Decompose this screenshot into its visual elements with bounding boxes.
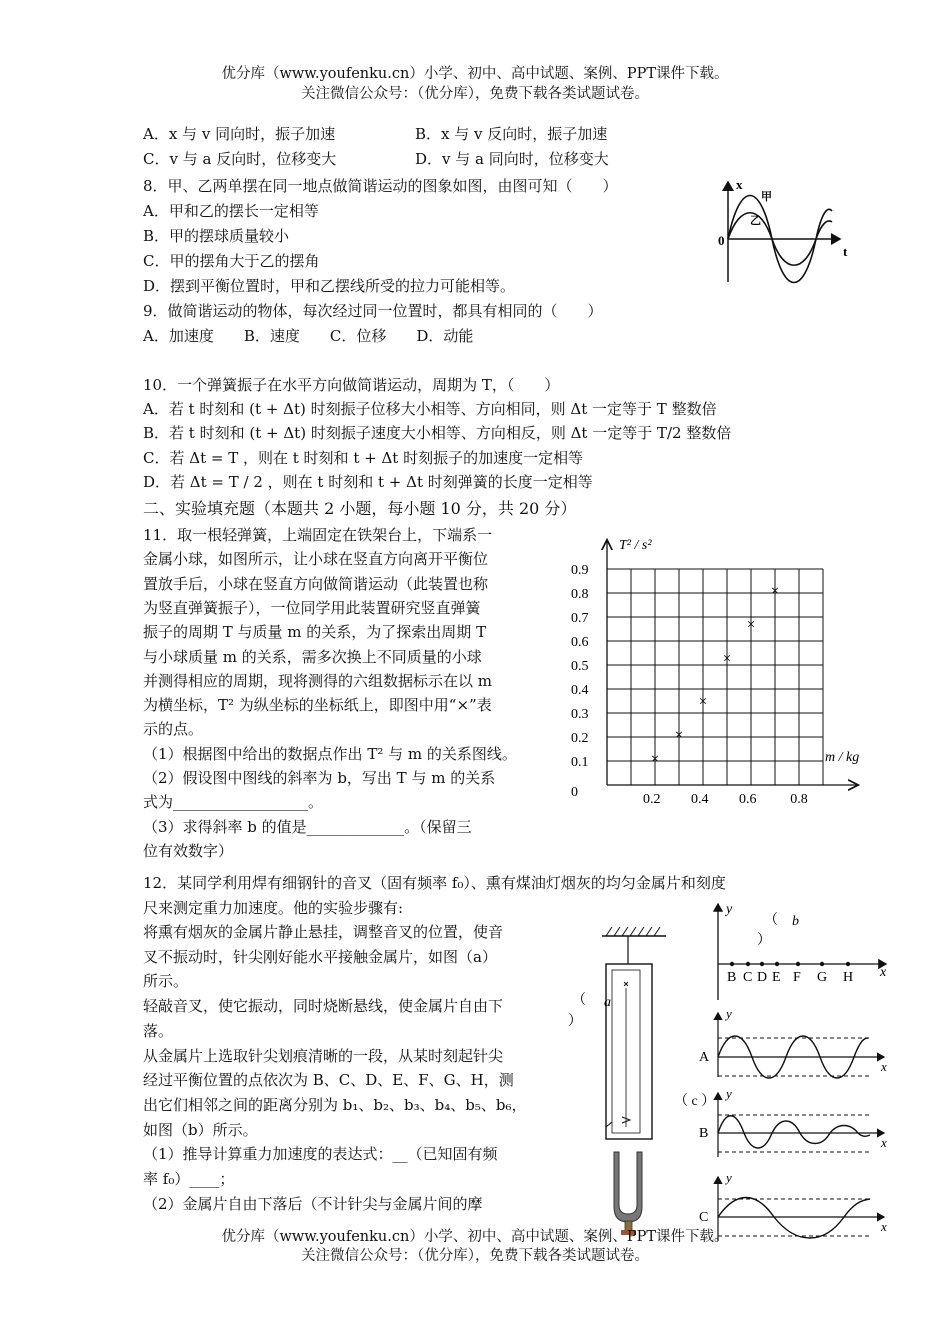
q12-step-line: 落。 xyxy=(143,1021,174,1040)
q12-step-line: 经过平衡位置的点依次为 B、C、D、E、F、G、H，测 xyxy=(143,1071,514,1090)
q11-line: （3）求得斜率 b 的值是_____________。（保留三 xyxy=(143,817,472,836)
svg-text:y: y xyxy=(726,1006,732,1021)
data-point-2: × xyxy=(674,727,684,744)
y-tick-label: 0.6 xyxy=(571,635,589,650)
q12-step-line: 率 f₀）____； xyxy=(143,1170,235,1188)
data-point-4: × xyxy=(722,650,732,667)
trace-point-D xyxy=(760,962,764,966)
q11-line: 振子的周期 T 与质量 m 的关系，为了探索出周期 T xyxy=(143,623,487,642)
fig-c-waveforms xyxy=(672,1005,902,1245)
fig-b-label: b xyxy=(792,914,799,929)
q11-line: （1）根据图中给出的数据点作出 T² 与 m 的关系图线。 xyxy=(143,744,517,763)
svg-text:B: B xyxy=(699,1126,709,1141)
q7-option-a: A．x 与 v 同向时，振子加速 xyxy=(143,125,336,143)
q10-stem: 10．一个弹簧振子在水平方向做简谐运动，周期为 T，（ ） xyxy=(143,376,560,394)
trace-point-label: F xyxy=(793,970,801,985)
tuning-fork xyxy=(614,1152,642,1222)
waveform-b xyxy=(699,1086,887,1157)
fig-a-paren-open: （ xyxy=(572,993,586,1008)
x-tick-label: 0.2 xyxy=(643,792,661,807)
q11-line: 与小球质量 m 的关系，需多次换上不同质量的小球 xyxy=(143,647,482,666)
q9-stem: 9．做简谐运动的物体，每次经过同一位置时，都具有相同的（ ） xyxy=(143,302,603,320)
q8-option-a: A．甲和乙的摆长一定相等 xyxy=(143,202,319,220)
q12-step-line: 叉不振动时，针尖刚好能水平接触金属片，如图（a） xyxy=(143,947,497,966)
q12-step-line: （1）推导计算重力加速度的表达式：__（已知固有频 xyxy=(143,1145,498,1164)
y-axis-label: T² / s² xyxy=(619,538,652,553)
q12-step-line: 将熏有烟灰的金属片静止悬挂，调整音叉的位置，使音 xyxy=(143,923,504,941)
y-tick-label: 0.2 xyxy=(571,731,589,746)
svg-text:A: A xyxy=(699,1050,710,1065)
q11-line: 金属小球，如图所示，让小球在竖直方向离开平衡位 xyxy=(143,550,489,569)
x-axis-label: m / kg xyxy=(825,750,860,765)
graph-origin: 0 xyxy=(718,233,725,248)
fig-b-y: y xyxy=(726,902,733,917)
fig-b-x: x xyxy=(880,965,887,980)
data-point-5: × xyxy=(746,617,756,634)
section-2-title: 二、实验填充题（本题共 2 小题，每小题 10 分，共 20 分） xyxy=(143,499,577,518)
trace-point-label: B xyxy=(727,970,737,985)
y-tick-label: 0.8 xyxy=(571,587,589,602)
q12-step-line: 如图（b）所示。 xyxy=(143,1120,258,1139)
fig-a-label: a xyxy=(604,995,611,1010)
trace-point-label: G xyxy=(817,970,828,985)
x-tick-label: 0.6 xyxy=(739,792,757,807)
fig-c-label: （ c ） xyxy=(674,1094,716,1109)
q9-options: A．加速度 B．速度 C．位移 D．动能 xyxy=(143,327,474,345)
q10-option-c: C．若 Δt = T ，则在 t 时刻和 t + Δt 时刻振子的加速度一定相等 xyxy=(143,449,584,467)
q7-option-c: C．v 与 a 反向时，位移变大 xyxy=(143,150,337,168)
svg-text:C: C xyxy=(699,1210,709,1225)
q7-option-b: B．x 与 v 反向时，振子加速 xyxy=(415,125,608,143)
q12-line-2: 尺来测定重力加速度。他的实验步骤有: xyxy=(143,899,404,917)
graph-x-label: t xyxy=(843,244,848,259)
graph-y-label: x xyxy=(736,177,743,192)
y-tick-label: 0.4 xyxy=(571,683,589,698)
trace-point-C xyxy=(746,962,750,966)
q11-line: 置放手后，小球在竖直方向做简谐运动（此装置也称 xyxy=(143,574,489,593)
q12-step-line: 从金属片上选取针尖划痕清晰的一段，从某时刻起针尖 xyxy=(143,1046,504,1065)
x-tick-label: 0.4 xyxy=(691,792,709,807)
trace-point-label: H xyxy=(843,970,854,985)
svg-text:x: x xyxy=(881,1135,887,1150)
q11-line: 为横坐标，T² 为纵坐标的坐标纸上，即图中用“×”表 xyxy=(143,696,492,715)
svg-text:x: x xyxy=(881,1059,887,1074)
fig-b-trace-points xyxy=(690,900,900,1000)
q8-option-c: C．甲的摆角大于乙的摆角 xyxy=(143,252,320,270)
q11-t2-m-chart xyxy=(565,525,910,845)
trace-point-label: C xyxy=(743,970,753,985)
q10-option-b: B．若 t 时刻和 (t + Δt) 时刻振子速度大小相等、方向相反，则 Δt 一定等于 T/2 整数倍 xyxy=(143,424,732,442)
q10-option-a: A．若 t 时刻和 (t + Δt) 时刻振子位移大小相等、方向相同，则 Δt 一定等于 T 整数倍 xyxy=(143,400,717,418)
q11-line: 示的点。 xyxy=(143,720,204,739)
label-jia: 甲 xyxy=(761,191,772,203)
q11-line: 位有效数字） xyxy=(143,841,234,860)
q12-step-line: 轻敲音叉，使它振动，同时烧断悬线，使金属片自由下 xyxy=(143,997,504,1016)
waveform-a xyxy=(699,1006,887,1078)
trace-point-F xyxy=(796,962,800,966)
fig-b-paren-open: （ xyxy=(764,913,778,928)
q11-line: 式为__________________。 xyxy=(143,793,324,812)
q12-step-line: （2）金属片自由下落后（不计针尖与金属片间的摩 xyxy=(143,1194,483,1213)
svg-text:y: y xyxy=(726,1170,732,1185)
trace-point-label: E xyxy=(772,970,781,985)
q10-option-d: D．若 Δt = T / 2 ，则在 t 时刻和 t + Δt 时刻弹簧的长度一定相等 xyxy=(143,473,593,491)
q12-step-line: 所示。 xyxy=(143,972,189,991)
q11-line: 为竖直弹簧振子），一位同学用此装置研究竖直弹簧 xyxy=(143,598,481,617)
header-line-1: 优分库（www.youfenku.cn）小学、初中、高中试题、案例、PPT课件下载。 xyxy=(221,66,729,82)
trace-point-H xyxy=(846,962,850,966)
y-tick-label: 0.5 xyxy=(571,659,589,674)
trace-point-B xyxy=(730,962,734,966)
trace-point-E xyxy=(775,962,779,966)
q8-option-d: D．摆到平衡位置时，甲和乙摆线所受的拉力可能相等。 xyxy=(143,277,516,295)
y-tick-label: 0.7 xyxy=(571,611,589,626)
q12-line-1: 12．某同学利用焊有细钢针的音叉（固有频率 f₀）、熏有煤油灯烟灰的均匀金属片和刻度 xyxy=(143,874,726,892)
y-tick-label: 0.1 xyxy=(571,755,589,770)
data-point-1: × xyxy=(650,751,660,768)
y-tick-label: 0 xyxy=(571,785,578,800)
q11-line: 并测得相应的周期，现将测得的六组数据标示在以 m xyxy=(143,671,492,690)
q11-line: （2）假设图中图线的斜率为 b，写出 T 与 m 的关系 xyxy=(143,769,496,787)
fig-b-paren-close: ） xyxy=(757,933,771,948)
svg-text:x: x xyxy=(881,1219,887,1234)
q12-step-line: 出它们相邻之间的距离分别为 b₁、b₂、b₃、b₄、b₅、b₆， xyxy=(143,1095,527,1114)
data-point-6: × xyxy=(770,583,780,600)
fig-a-apparatus xyxy=(566,922,676,1242)
svg-text:y: y xyxy=(726,1086,732,1101)
label-yi: 乙 xyxy=(750,215,761,227)
y-tick-label: 0.9 xyxy=(571,563,589,578)
data-point-3: × xyxy=(698,694,708,710)
q8-pendulum-graph xyxy=(712,176,862,288)
q8-option-b: B．甲的摆球质量较小 xyxy=(143,227,290,245)
footer-line-2: 关注微信公众号：（优分库），免费下载各类试题试卷。 xyxy=(301,1248,649,1264)
header-line-2: 关注微信公众号：（优分库），免费下载各类试题试卷。 xyxy=(301,86,649,102)
q7-option-d: D．v 与 a 同向时，位移变大 xyxy=(415,150,609,168)
footer-line-1: 优分库（www.youfenku.cn）小学、初中、高中试题、案例、PPT课件下载。 xyxy=(221,1229,729,1245)
q8-stem: 8．甲、乙两单摆在同一地点做简谐运动的图象如图，由图可知（ ） xyxy=(143,177,618,195)
q11-line: 11．取一根轻弹簧，上端固定在铁架台上，下端系一 xyxy=(143,526,493,544)
y-tick-label: 0.3 xyxy=(571,707,589,722)
fig-a-paren-close: ） xyxy=(568,1014,582,1029)
trace-point-G xyxy=(820,962,824,966)
trace-point-label: D xyxy=(757,970,768,985)
x-tick-label: 0.8 xyxy=(790,792,808,807)
